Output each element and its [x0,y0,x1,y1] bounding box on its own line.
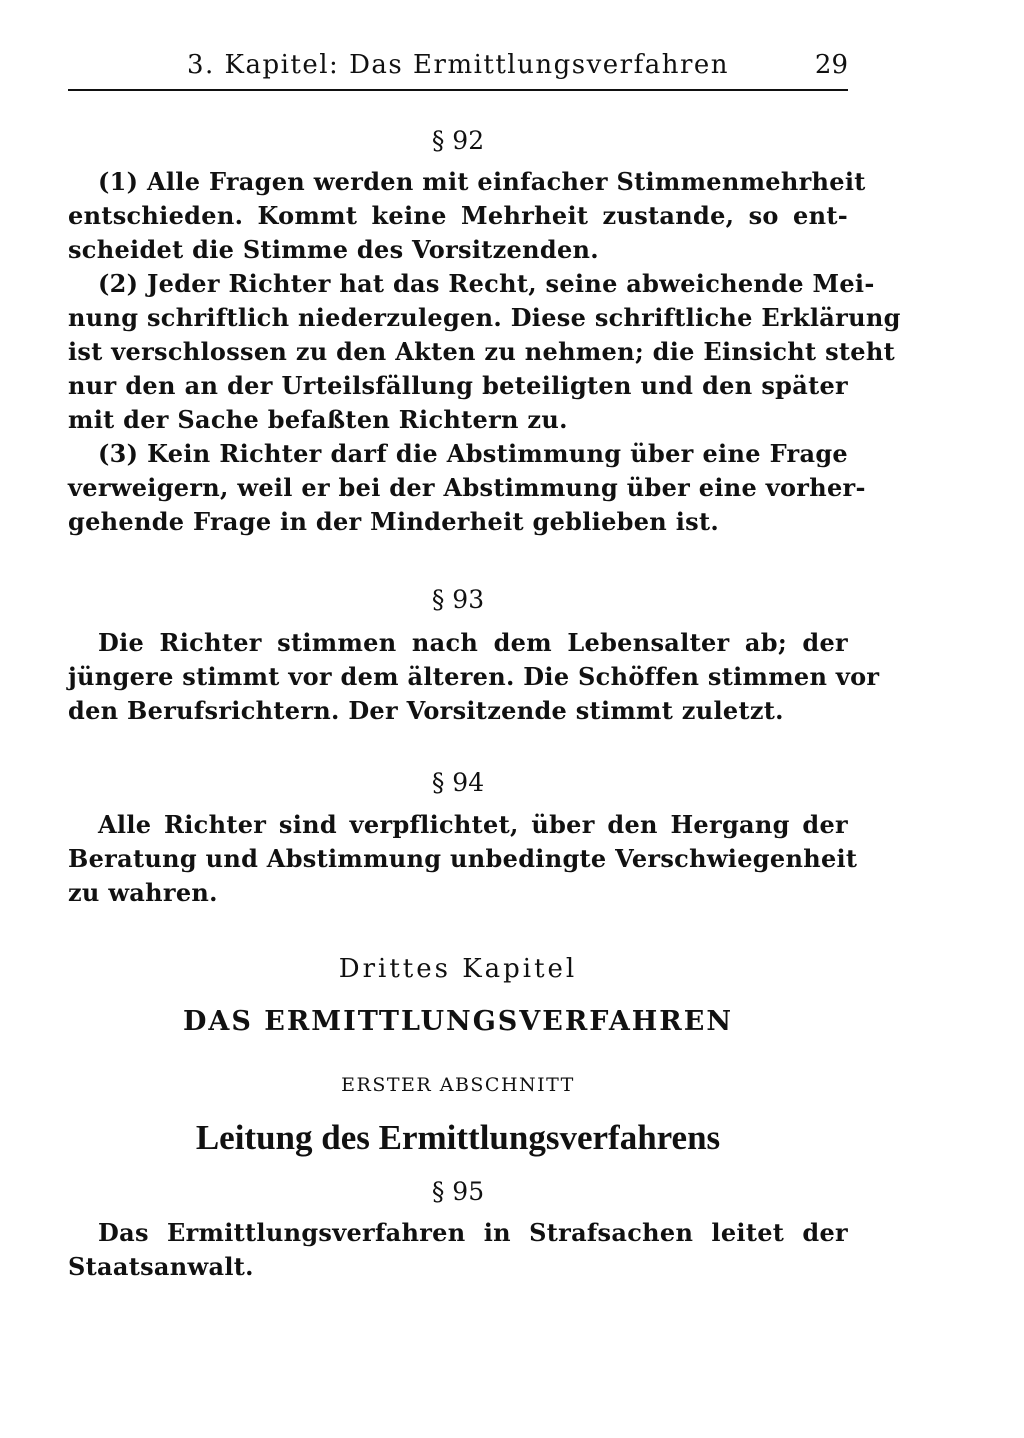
section-heading-93: § 93 [431,585,485,614]
section-93-body [68,626,880,728]
running-head-title: 3. Kapitel: Das Ermittlungsverfahren [186,50,730,80]
section-heading-95: § 95 [431,1177,485,1206]
section-94-body [68,808,858,910]
section-heading-92: § 92 [431,126,485,155]
text-line: (3) Kein Richter darf die Abstimmung über eine Frage [98,439,848,468]
text-line: Die Richter stimmen nach dem Lebensalter ab; der [98,628,848,657]
text-line: entschieden. Kommt keine Mehrheit zustande, so ent- [68,201,848,230]
text-line: Staatsanwalt. [68,1252,254,1281]
chapter-title: DAS ERMITTLUNGSVERFAHREN [182,1006,734,1037]
section-92-body [68,165,901,539]
text-line: den Berufsrichtern. Der Vorsitzende stimmt zuletzt. [68,696,784,725]
text-line: (2) Jeder Richter hat das Recht, seine abweichende Mei- [98,269,875,298]
part-title: Leitung des Ermittlungsverfahrens [195,1118,721,1157]
text-line: (1) Alle Fragen werden mit einfacher Stimmenmehrheit [98,167,866,196]
text-line: Alle Richter sind verpflichtet, über den Hergang der [98,810,848,839]
section-heading-94: § 94 [431,768,485,797]
text-line: gehende Frage in der Minderheit geblieben ist. [68,507,719,536]
text-line: verweigern, weil er bei der Abstimmung über eine vorher- [68,473,866,502]
page-number: 29 [814,50,848,80]
text-line: ist verschlossen zu den Akten zu nehmen; die Einsicht steht [68,337,895,366]
text-line: zu wahren. [68,878,218,907]
text-line: Das Ermittlungsverfahren in Strafsachen leitet der [98,1218,848,1247]
header-rule [68,89,848,91]
text-line: Beratung und Abstimmung unbedingte Verschwiegenheit [68,844,858,873]
part-label: ERSTER ABSCHNITT [341,1074,575,1096]
section-95-body [68,1216,848,1284]
chapter-label: Drittes Kapitel [338,954,578,984]
text-line: jüngere stimmt vor dem älteren. Die Schöffen stimmen vor [68,662,880,691]
text-line: nung schriftlich niederzulegen. Diese schriftliche Erklärung [68,303,901,332]
text-line: mit der Sache befaßten Richtern zu. [68,405,568,434]
text-line: scheidet die Stimme des Vorsitzenden. [68,235,599,264]
running-head [68,46,848,84]
text-line: nur den an der Urteilsfällung beteiligten und den später [68,371,848,400]
